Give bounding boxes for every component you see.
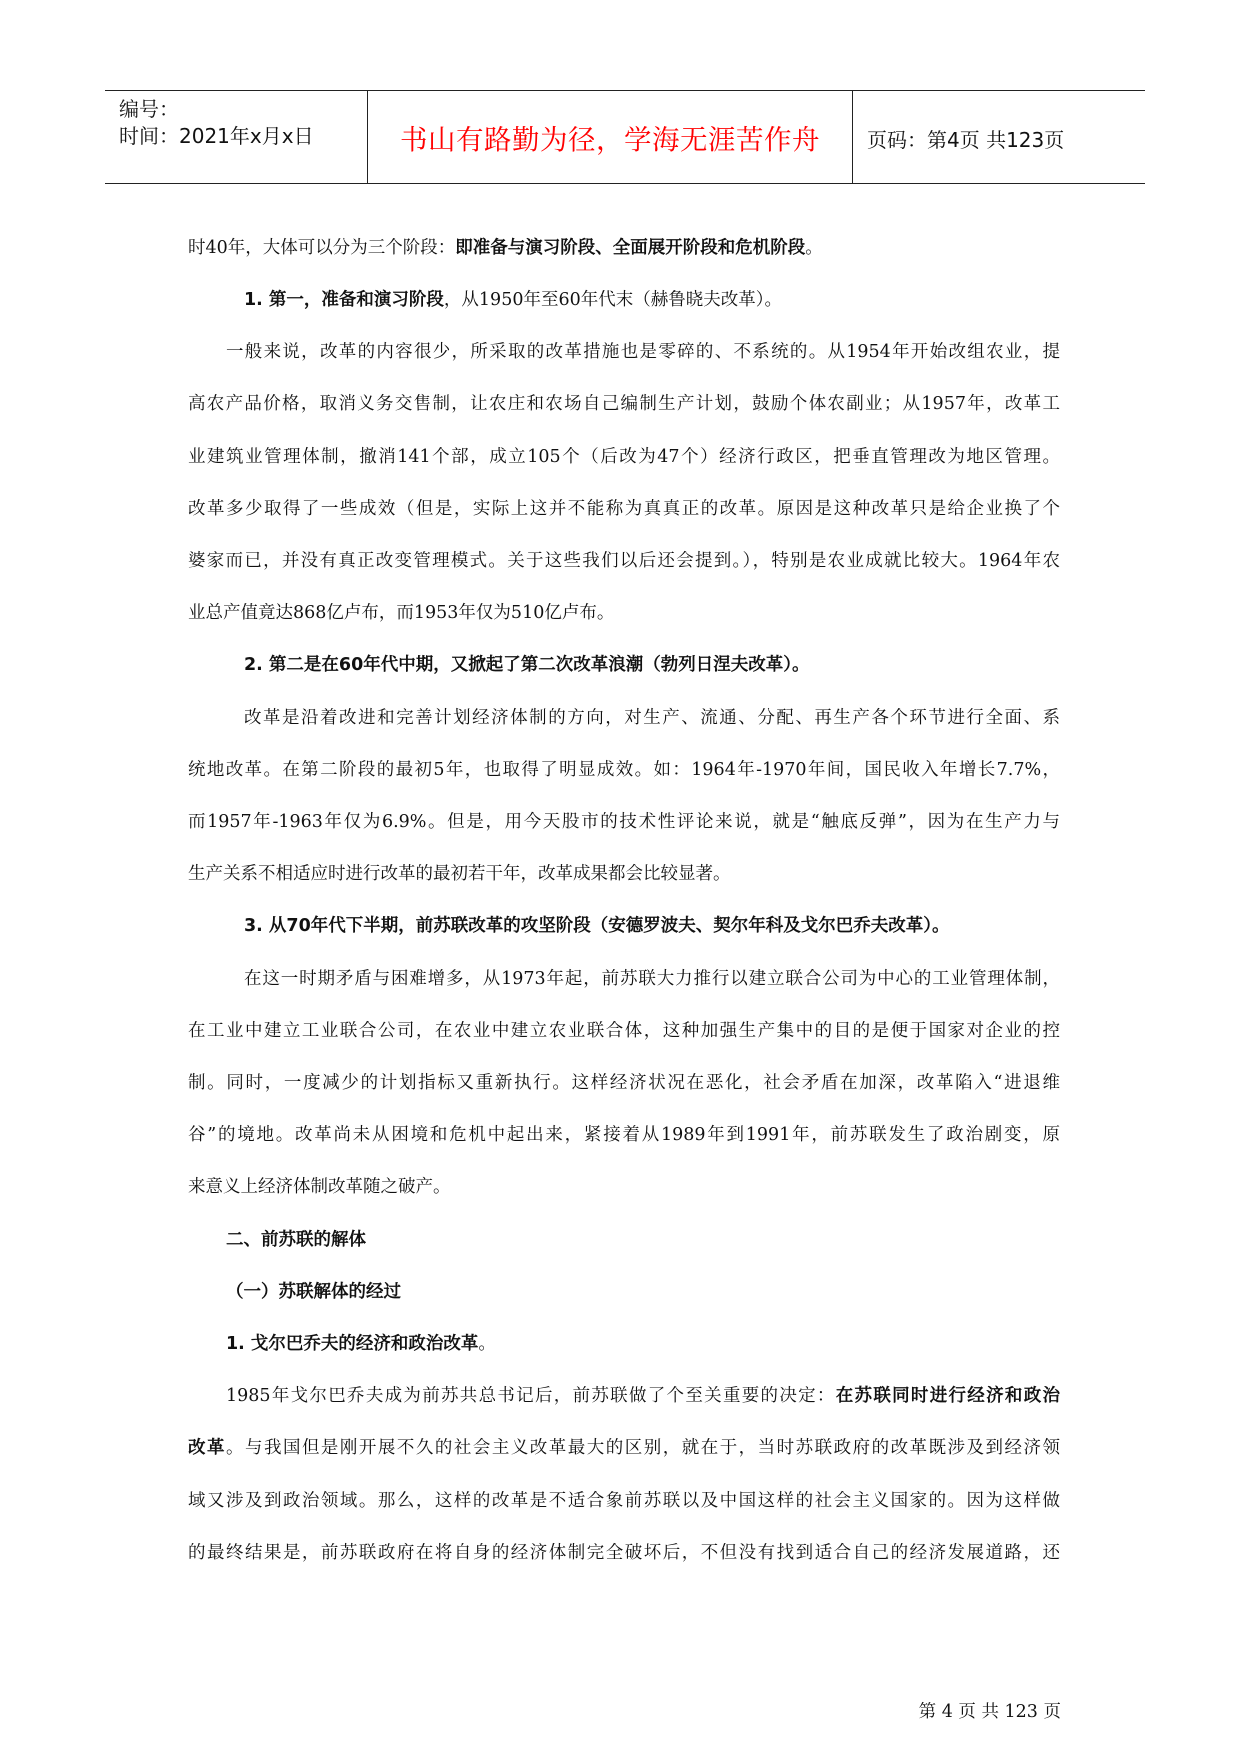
date-label: 时间：2021年x月x日 <box>119 124 314 148</box>
bold-text-run: 改革 <box>188 1438 226 1458</box>
paragraph-line: 业建筑业管理体制，撤消141个部，成立105个（后改为47个）经济行政区，把垂直管理改为地区管理。 <box>188 447 1060 467</box>
page-number-label: 页码：第4页 共123页 <box>867 128 1065 152</box>
text-run: 。 <box>478 1334 496 1354</box>
paragraph-line <box>188 1436 1060 1460</box>
header-motto: 书山有路勤为径，学海无涯苦作舟 <box>400 124 820 156</box>
header-center-cell <box>368 91 853 183</box>
header-left-cell <box>105 91 368 183</box>
paragraph-line: 而1957年-1963年仅为6.9%。但是，用今天股市的技术性评论来说，就是“触底反弹”，因为在生产力与 <box>188 812 1060 832</box>
paragraph-line <box>226 1384 1060 1408</box>
paragraph-line <box>188 236 1060 260</box>
text-run: 。 <box>805 238 823 258</box>
header-right-cell <box>853 91 1145 183</box>
bold-text-run: 1. 戈尔巴乔夫的经济和政治改革 <box>226 1334 479 1354</box>
text-run: 。与我国但是刚开展不久的社会主义改革最大的区别，就在于，当时苏联政府的改革既涉及到经济领 <box>225 1438 1061 1458</box>
bold-text-run: 即准备与演习阶段、全面展开阶段和危机阶段 <box>455 238 806 258</box>
text-run: 时40年，大体可以分为三个阶段： <box>188 238 456 258</box>
section-heading <box>244 288 1116 312</box>
paragraph-line: 统地改革。在第二阶段的最初5年，也取得了明显成效。如：1964年-1970年间，国民收入年增长7.7%， <box>188 760 1060 780</box>
section-heading: 2. 第二是在60年代中期，又掀起了第二次改革浪潮（勃列日涅夫改革）。 <box>244 655 810 675</box>
bold-text-run: 在苏联同时进行经济和政治 <box>835 1386 1060 1406</box>
paragraph-line: 一般来说，改革的内容很少，所采取的改革措施也是零碎的、不系统的。从1954年开始改组农业，提 <box>226 342 1060 362</box>
paragraph-line: 改革多少取得了一些成效（但是，实际上这并不能称为真真正的改革。原因是这种改革只是给企业换了个 <box>188 499 1060 519</box>
paragraph-line: 高农产品价格，取消义务交售制，让农庄和农场自己编制生产计划，鼓励个体农副业；从1957年，改革工 <box>188 394 1060 414</box>
subsection-heading: （一）苏联解体的经过 <box>226 1282 401 1302</box>
paragraph-line: 在这一时期矛盾与困难增多，从1973年起，前苏联大力推行以建立联合公司为中心的工业管理体制， <box>244 969 1060 989</box>
paragraph-line: 的最终结果是，前苏联政府在将自身的经济体制完全破坏后，不但没有找到适合自己的经济发展道路，还 <box>188 1543 1060 1563</box>
paragraph-line: 婆家而已，并没有真正改变管理模式。关于这些我们以后还会提到。），特别是农业成就比较大。1964年农 <box>188 551 1060 571</box>
section-heading <box>226 1332 1098 1356</box>
paragraph-line: 业总产值竟达868亿卢布，而1953年仅为510亿卢布。 <box>188 603 615 623</box>
document-header <box>105 90 1145 184</box>
text-run: ，从1950年至60年代末（赫鲁晓夫改革）。 <box>443 290 782 310</box>
bold-text-run: 1. 第一，准备和演习阶段 <box>244 290 444 310</box>
paragraph-line: 谷”的境地。改革尚未从困境和危机中起出来，紧接着从1989年到1991年，前苏联发生了政治剧变，原 <box>188 1125 1060 1145</box>
section-heading: 3. 从70年代下半期，前苏联改革的攻坚阶段（安德罗波夫、契尔年科及戈尔巴乔夫改革）。 <box>244 916 950 936</box>
paragraph-line: 域又涉及到政治领域。那么，这样的改革是不适合象前苏联以及中国这样的社会主义国家的。因为这样做 <box>188 1491 1060 1511</box>
text-run: 1985年戈尔巴乔夫成为前苏共总书记后，前苏联做了个至关重要的决定： <box>226 1386 836 1406</box>
paragraph-line: 改革是沿着改进和完善计划经济体制的方向，对生产、流通、分配、再生产各个环节进行全面、系 <box>244 708 1060 728</box>
paragraph-line: 制。同时，一度减少的计划指标又重新执行。这样经济状况在恶化，社会矛盾在加深，改革陷入“进退维 <box>188 1073 1060 1093</box>
page-footer: 第 4 页 共 123 页 <box>918 1702 1061 1722</box>
serial-number-label: 编号： <box>119 97 179 121</box>
chapter-heading: 二、前苏联的解体 <box>226 1230 366 1250</box>
paragraph-line: 在工业中建立工业联合公司，在农业中建立农业联合体，这种加强生产集中的目的是便于国家对企业的控 <box>188 1021 1060 1041</box>
paragraph-line: 生产关系不相适应时进行改革的最初若干年，改革成果都会比较显著。 <box>188 864 731 884</box>
paragraph-line: 来意义上经济体制改革随之破产。 <box>188 1177 451 1197</box>
